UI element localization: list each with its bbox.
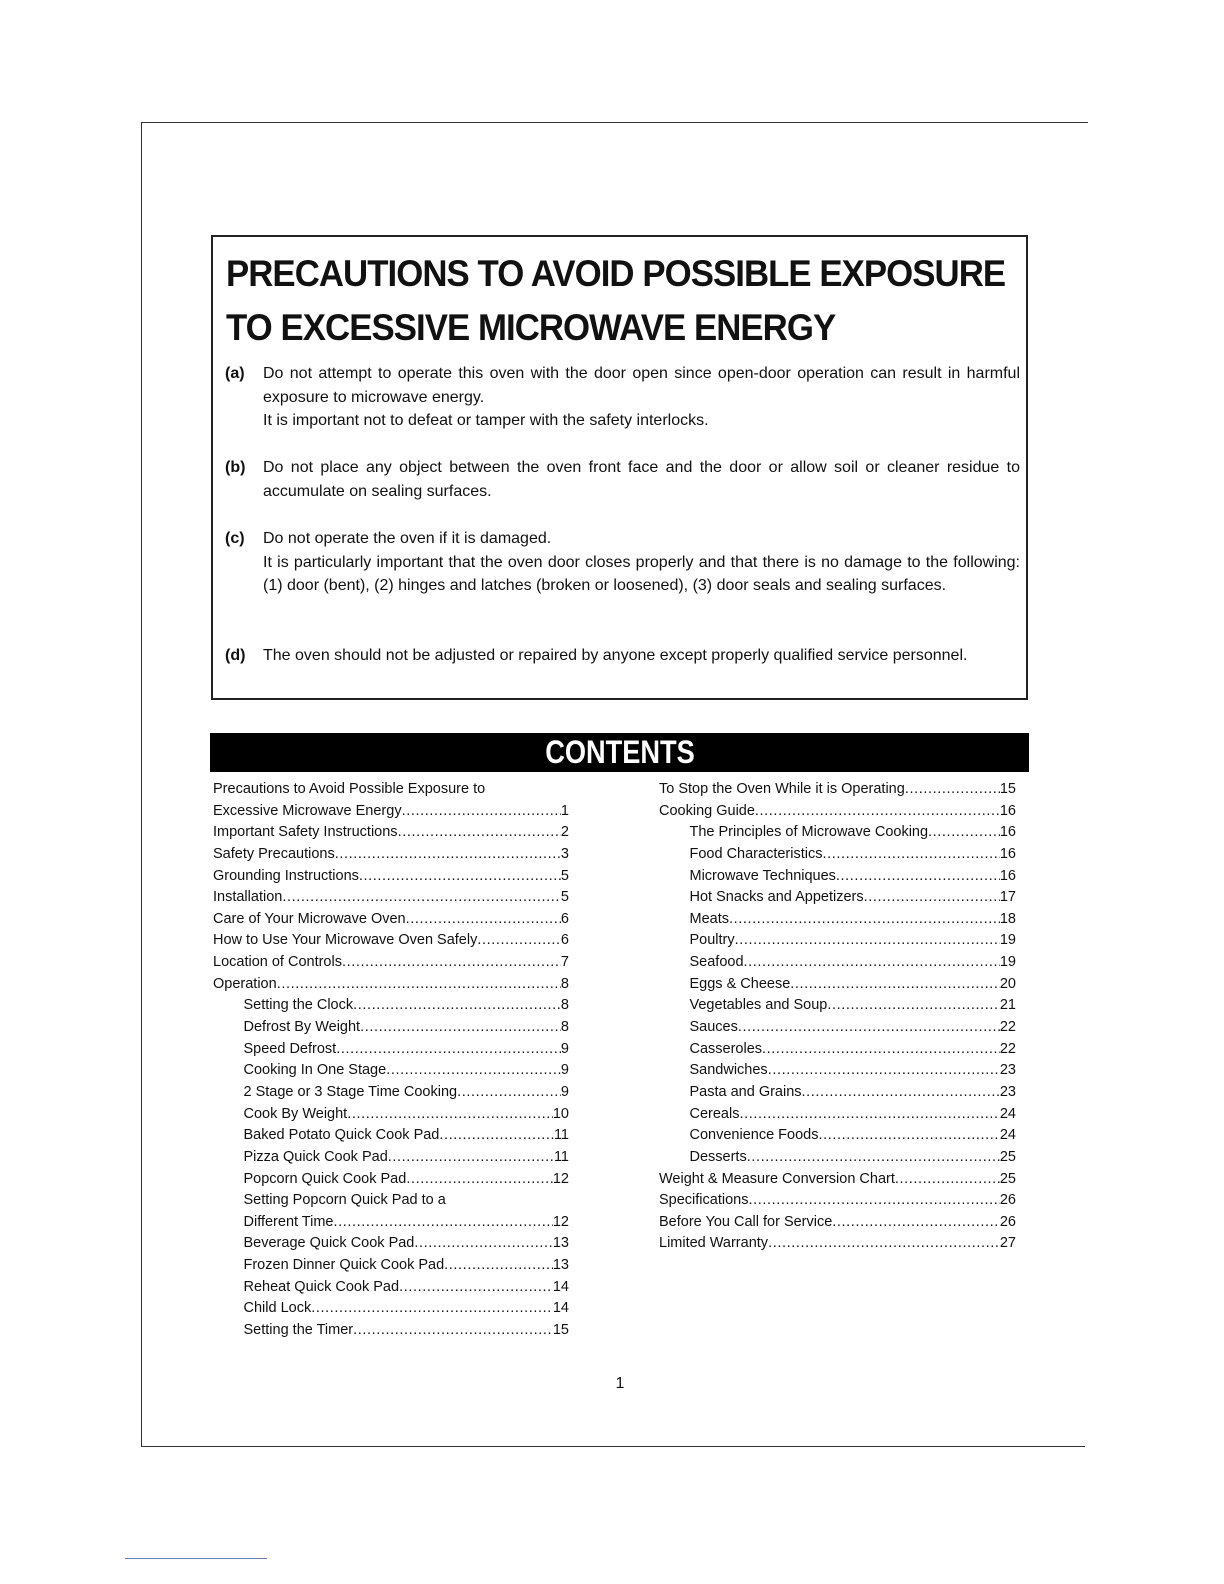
toc-entry [213,1082,569,1104]
toc-entry-page: 8 [560,1019,569,1036]
toc-leader-dots [406,1169,553,1191]
toc-leader-dots [399,1277,553,1299]
toc-leader-dots [444,1255,553,1277]
toc-entry-page: 5 [560,867,569,884]
toc-leader-dots [905,779,1000,801]
toc-leader-dots [827,995,999,1017]
precaution-text: It is important not to defeat or tamper with the safety interlocks. [263,412,709,429]
toc-entry-title: Vegetables and Soup [689,997,828,1014]
toc-entry-page: 25 [999,1170,1016,1187]
toc-entry-page: 12 [552,1170,569,1187]
toc-entry [659,1125,1016,1147]
page-frame-left-rule [141,122,142,1447]
toc-entry [213,909,569,931]
toc-entry-title: Seafood [689,954,744,971]
page-frame-top-rule [141,122,1088,123]
contents-left-column [213,779,569,1342]
toc-entry-page: 1 [560,802,569,819]
toc-entry-page: 16 [999,867,1016,884]
toc-entry-title: Child Lock [243,1300,312,1317]
toc-entry-page: 16 [999,845,1016,862]
toc-entry-page: 22 [999,1040,1016,1057]
toc-entry-title: Safety Precautions [213,845,335,862]
contents-heading-bar [210,733,1029,772]
toc-entry-page: 11 [553,1127,569,1144]
contents-right-column [659,779,1016,1255]
toc-leader-dots [747,1147,1000,1169]
toc-entry [213,779,569,801]
toc-entry [659,909,1016,931]
toc-entry-title: Beverage Quick Cook Pad [243,1235,415,1252]
precaution-text: Do not attempt to operate this oven with the door open since open-door operation can result in harmful exposure to microwave energy. [263,365,1020,406]
toc-entry [659,887,1016,909]
toc-leader-dots [386,1060,561,1082]
toc-entry-title: Pizza Quick Cook Pad [243,1148,388,1165]
toc-entry-page: 25 [999,1148,1016,1165]
toc-leader-dots [762,1039,1000,1061]
toc-leader-dots [359,866,561,888]
toc-entry-page: 24 [999,1127,1016,1144]
toc-entry-title: The Principles of Microwave Cooking [689,824,929,841]
toc-entry [213,1017,569,1039]
precaution-letter: (b) [225,459,246,476]
toc-leader-dots [406,909,561,931]
toc-leader-dots [729,909,1000,931]
toc-leader-dots [895,1169,1000,1191]
toc-entry-title: Excessive Microwave Energy [213,802,402,819]
toc-entry-title: How to Use Your Microwave Oven Safely [213,932,478,949]
toc-entry-title: Setting the Timer [243,1322,354,1339]
toc-leader-dots [928,822,1000,844]
toc-entry-page: 9 [560,1062,569,1079]
toc-entry [659,995,1016,1017]
toc-entry-title: Before You Call for Service [659,1213,833,1230]
toc-leader-dots [439,1125,554,1147]
toc-entry [213,1255,569,1277]
toc-entry [213,1147,569,1169]
toc-entry [213,1298,569,1320]
toc-entry [213,1039,569,1061]
toc-entry-title: Different Time [243,1213,334,1230]
toc-entry-page: 18 [999,910,1016,927]
toc-entry-page: 7 [560,954,569,971]
toc-leader-dots [477,930,561,952]
toc-entry-page: 19 [999,932,1016,949]
toc-leader-dots [347,1104,553,1126]
toc-leader-dots [353,995,561,1017]
toc-entry-title: Sauces [689,1019,738,1036]
toc-entry-title: Weight & Measure Conversion Chart [659,1170,895,1187]
toc-entry [213,866,569,888]
precaution-item-d [225,644,1020,668]
toc-leader-dots [335,844,561,866]
precaution-text: Do not place any object between the oven front face and the door or allow soil or cleaner residue to accumulate on sealing surfaces. [263,459,1020,500]
toc-leader-dots [802,1082,1000,1104]
precautions-title-line2: TO EXCESSIVE MICROWAVE ENERGY [226,307,836,348]
page-frame-bottom-rule [141,1446,1085,1447]
toc-entry-page: 8 [560,997,569,1014]
toc-entry-page: 19 [999,954,1016,971]
toc-entry-title: Care of Your Microwave Oven [213,910,406,927]
toc-entry [213,1320,569,1342]
toc-entry [659,844,1016,866]
toc-entry [659,779,1016,801]
toc-entry-page: 16 [999,824,1016,841]
toc-entry-title: Operation [213,975,277,992]
toc-entry [213,822,569,844]
toc-leader-dots [818,1125,999,1147]
toc-entry-title: Pasta and Grains [689,1083,802,1100]
toc-entry-title: Convenience Foods [689,1127,819,1144]
toc-leader-dots [457,1082,561,1104]
toc-entry-title: Popcorn Quick Cook Pad [243,1170,407,1187]
precautions-title-line1: PRECAUTIONS TO AVOID POSSIBLE EXPOSURE [226,253,1006,294]
toc-leader-dots [735,930,1000,952]
toc-entry-title: Location of Controls [213,954,342,971]
toc-entry-title: Eggs & Cheese [689,975,791,992]
toc-entry-title: Specifications [659,1192,749,1209]
toc-leader-dots [836,866,1000,888]
toc-entry [659,1190,1016,1212]
page-number: 1 [615,1375,625,1392]
toc-entry-title: Grounding Instructions [213,867,359,884]
toc-entry-title: 2 Stage or 3 Stage Time Cooking [243,1083,458,1100]
toc-entry [659,1082,1016,1104]
toc-entry [213,1060,569,1082]
toc-entry [659,801,1016,823]
precaution-text: It is particularly important that the oven door closes properly and that there is no damage to the following: (1) door (bent), (2) hinges and latches (broken or loosened), (3) door seals and sealing surfaces. [263,553,1020,594]
toc-entry-page: 6 [560,910,569,927]
toc-entry [213,1104,569,1126]
toc-leader-dots [277,974,561,996]
toc-leader-dots [748,1190,999,1212]
toc-entry-page: 24 [999,1105,1016,1122]
toc-entry-title: Frozen Dinner Quick Cook Pad [243,1257,445,1274]
toc-leader-dots [360,1017,561,1039]
toc-entry [659,1060,1016,1082]
toc-entry-title: Hot Snacks and Appetizers [689,889,864,906]
toc-entry-title: Food Characteristics [689,845,823,862]
toc-entry-title: Sandwiches [689,1062,768,1079]
precaution-text: Do not operate the oven if it is damaged. [263,530,552,547]
toc-entry-title: Desserts [689,1148,747,1165]
toc-entry-page: 9 [560,1040,569,1057]
toc-leader-dots [414,1233,552,1255]
toc-entry [659,1104,1016,1126]
toc-leader-dots [353,1320,553,1342]
toc-entry-title: Setting Popcorn Quick Pad to a [243,1192,446,1209]
toc-entry-page: 13 [552,1257,569,1274]
precaution-letter: (d) [225,647,246,664]
toc-entry-page: 8 [560,975,569,992]
precaution-text: The oven should not be adjusted or repaired by anyone except properly qualified service personnel. [263,647,968,664]
toc-entry [659,822,1016,844]
toc-entry-page: 10 [552,1105,569,1122]
toc-entry-page: 2 [560,824,569,841]
toc-entry-title: Cooking Guide [659,802,755,819]
toc-entry-page: 17 [999,889,1016,906]
toc-entry-page: 6 [560,932,569,949]
toc-entry [659,974,1016,996]
toc-entry [659,930,1016,952]
toc-entry-page: 11 [553,1148,569,1165]
toc-leader-dots [336,1039,561,1061]
toc-entry-title: Reheat Quick Cook Pad [243,1278,400,1295]
toc-entry-page: 14 [552,1278,569,1295]
precaution-item-a [225,362,1020,433]
toc-leader-dots [768,1060,1000,1082]
toc-entry-page: 20 [999,975,1016,992]
toc-entry [213,1125,569,1147]
toc-entry-title: Poultry [689,932,735,949]
toc-entry [659,1017,1016,1039]
toc-entry-page: 22 [999,1019,1016,1036]
toc-entry-page: 21 [999,997,1016,1014]
toc-entry [659,866,1016,888]
toc-entry [213,995,569,1017]
toc-entry-page: 12 [552,1213,569,1230]
toc-entry [213,1212,569,1234]
toc-entry [659,1233,1016,1255]
toc-entry [213,1277,569,1299]
toc-entry-title: To Stop the Oven While it is Operating [659,781,905,797]
toc-leader-dots [738,1017,1000,1039]
precautions-box [211,235,1028,700]
toc-entry-page: 5 [560,889,569,906]
toc-entry-page: 23 [999,1062,1016,1079]
toc-leader-dots [755,801,1000,823]
toc-entry-title: Meats [689,910,729,927]
toc-entry [213,844,569,866]
toc-entry [213,930,569,952]
precaution-letter: (a) [225,365,245,382]
toc-entry-title: Precautions to Avoid Possible Exposure to [213,781,486,797]
precaution-item-c [225,527,1020,598]
toc-entry-title: Microwave Techniques [689,867,836,884]
toc-entry-page: 26 [999,1213,1016,1230]
toc-entry-page: 14 [552,1300,569,1317]
contents-heading: CONTENTS [544,734,695,770]
toc-leader-dots [768,1233,1000,1255]
toc-leader-dots [334,1212,553,1234]
toc-entry-page: 27 [999,1235,1016,1252]
toc-leader-dots [311,1298,553,1320]
toc-leader-dots [790,974,1000,996]
toc-entry [659,1039,1016,1061]
toc-leader-dots [388,1147,554,1169]
toc-entry-title: Baked Potato Quick Cook Pad [243,1127,440,1144]
toc-entry [213,801,569,823]
toc-entry [213,1169,569,1191]
precaution-letter: (c) [225,530,245,547]
toc-leader-dots [398,822,561,844]
toc-entry-title: Cooking In One Stage [243,1062,387,1079]
toc-leader-dots [402,801,561,823]
toc-entry-page: 3 [560,845,569,862]
toc-entry-page: 26 [999,1192,1016,1209]
footer-rule [125,1558,267,1559]
toc-entry-title: Installation [213,889,283,906]
toc-entry-title: Casseroles [689,1040,763,1057]
toc-entry-title: Setting the Clock [243,997,354,1014]
toc-entry-page: 16 [999,802,1016,819]
toc-entry-page: 9 [560,1083,569,1100]
toc-entry-page: 15 [552,1322,569,1339]
toc-entry [213,952,569,974]
toc-entry-title: Speed Defrost [243,1040,337,1057]
toc-leader-dots [739,1104,999,1126]
toc-entry [659,1169,1016,1191]
precaution-item-b [225,456,1020,503]
toc-entry [213,887,569,909]
toc-entry [213,974,569,996]
toc-entry [659,952,1016,974]
toc-entry-title: Defrost By Weight [243,1019,361,1036]
toc-entry-title: Limited Warranty [659,1235,769,1252]
toc-entry [213,1190,569,1212]
toc-entry [659,1147,1016,1169]
toc-entry-page: 15 [999,781,1016,797]
toc-entry-page: 23 [999,1083,1016,1100]
toc-leader-dots [744,952,1000,974]
toc-entry-title: Cook By Weight [243,1105,348,1122]
toc-entry-title: Cereals [689,1105,740,1122]
toc-leader-dots [832,1212,1000,1234]
toc-entry-title: Important Safety Instructions [213,824,398,841]
toc-leader-dots [822,844,999,866]
toc-leader-dots [342,952,561,974]
toc-leader-dots [864,887,1000,909]
toc-leader-dots [282,887,561,909]
toc-entry-page: 13 [552,1235,569,1252]
toc-entry [213,1233,569,1255]
toc-entry [659,1212,1016,1234]
